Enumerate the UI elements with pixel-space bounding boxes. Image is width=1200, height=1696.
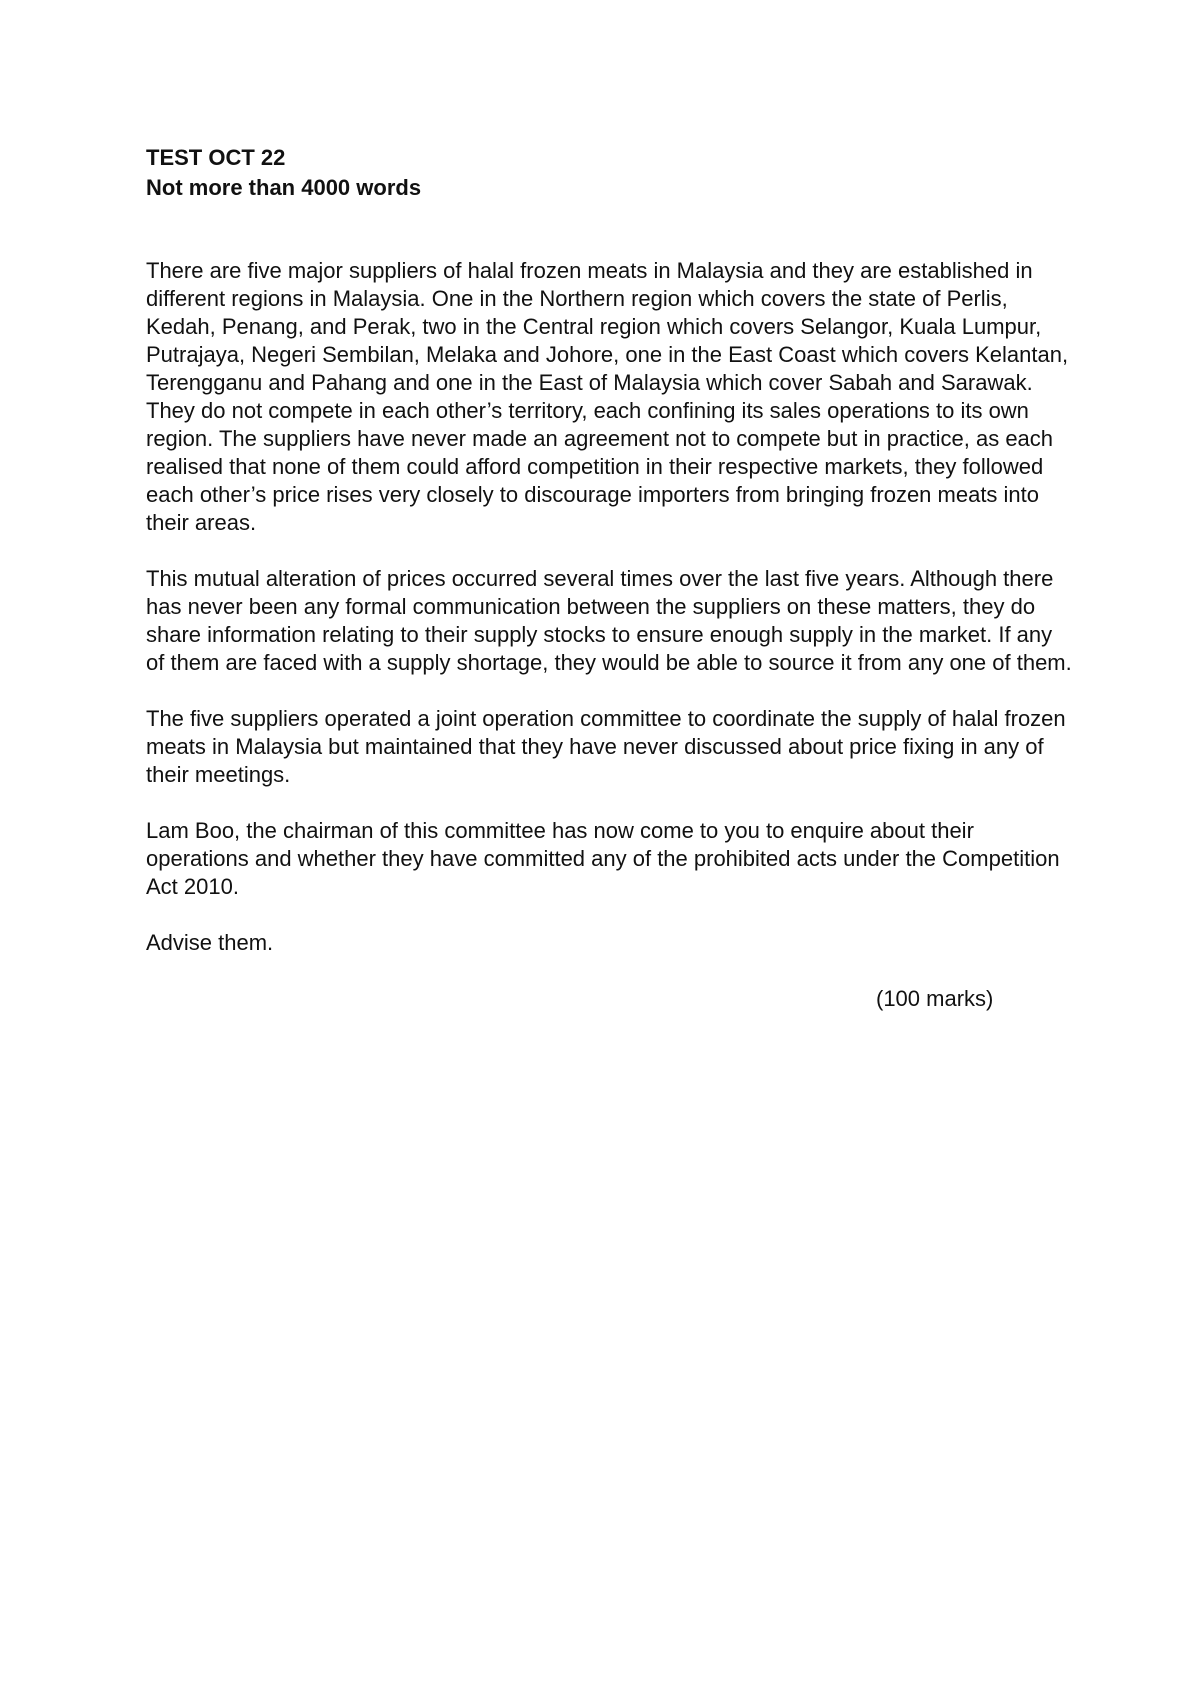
marks-allocation: (100 marks): [876, 986, 994, 1011]
word-limit: Not more than 4000 words: [146, 175, 422, 200]
paragraph-enquiry: Lam Boo, the chairman of this committee has now come to you to enquire about their operations and whether they have committed any of the prohibited acts under the Competition Act 2010.: [146, 818, 1060, 899]
paragraph-instruction: Advise them.: [146, 930, 274, 955]
paragraph-scenario: There are five major suppliers of halal frozen meats in Malaysia and they are established in different regions in Malaysia. One in the Northern region which covers the state of Perlis, Kedah, Penang, and Perak, two in the Central region which covers Selangor, Kuala Lumpur, Putrajaya, Negeri Sembilan, Melaka and Johore, one in the East Coast which covers Kelantan, Terengganu and Pahang and one in the East of Malaysia which cover Sabah and Sarawak. They do not compete in each other’s territory, each confining its sales operations to its own region. The suppliers have never made an agreement not to compete but in practice, as each realised that none of them could afford competition in their respective markets, they followed each other’s price rises very closely to discourage importers from bringing frozen meats into their areas.: [146, 258, 1069, 535]
paragraph-joint-committee: The five suppliers operated a joint operation committee to coordinate the supply of halal frozen meats in Malaysia but maintained that they have never discussed about price fixing in any of their meetings.: [146, 706, 1066, 787]
document-content: [146, 143, 1076, 1013]
heading-block: [146, 143, 1076, 203]
document-title: TEST OCT 22: [146, 145, 286, 170]
paragraph-price-alteration: This mutual alteration of prices occurred several times over the last five years. Although there has never been any formal communication between the suppliers on these matters, they do share information relating to their supply stocks to ensure enough supply in the market. If any of them are faced with a supply shortage, they would be able to source it from any one of them.: [146, 566, 1072, 675]
